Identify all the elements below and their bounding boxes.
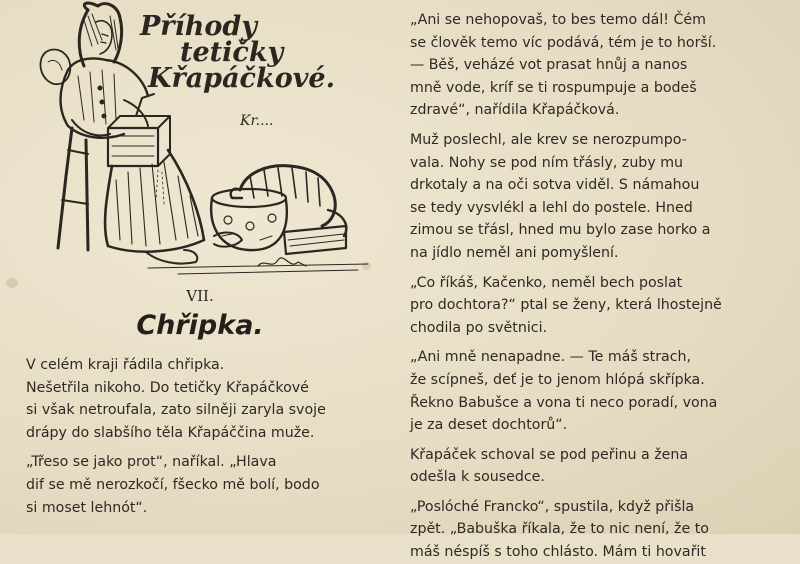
text-line: „Třeso se jako prot“, naříkal. „Hlava	[26, 454, 277, 471]
text-line: dif se mě nerozkočí, fšecko mě bolí, bodo	[26, 476, 320, 493]
left-body-text	[26, 354, 386, 519]
text-line: odešla k sousedce.	[410, 469, 545, 486]
text-line: zpět. „Babuška říkala, že to nic není, že to	[410, 521, 709, 538]
text-line: drkotaly a na oči sotva viděl. S námahou	[410, 177, 700, 194]
text-line: Řekno Babušce a vona ti neco poradí, vona	[410, 394, 718, 411]
text-line: zdravé“, nařídila Křapáčková.	[410, 102, 620, 119]
text-line: Křapáček schoval se pod peřinu a žena	[410, 446, 689, 463]
text-line: si moset lehnót“.	[26, 499, 148, 516]
author-signature: Kr....	[240, 113, 274, 129]
text-line: drápy do slabšího těla Křapáččina muže.	[26, 424, 315, 441]
text-line: — Běš, veházé vot prasat hnůj a nanos	[410, 57, 688, 74]
text-line: si však netroufala, zato silněji zaryla svoje	[26, 402, 326, 419]
text-line: Muž poslechl, ale krev se nerozpumpo-	[410, 131, 687, 148]
text-line: Nešetřila nikoho. Do tetičky Křapáčkové	[26, 379, 309, 396]
text-line: V celém kraji řádila chřipka.	[26, 357, 225, 373]
right-column	[400, 0, 800, 561]
heading-line-1: Příhody	[140, 11, 257, 42]
text-line: zimou se třásl, hned mu bylo zase horko a	[410, 222, 711, 239]
text-line: se člověk temo víc podává, tém je to horší.	[410, 34, 717, 51]
chapter-title: Chřipka.	[136, 310, 264, 341]
text-line: že scípneš, deť je to jenom hlópá skřípka.	[410, 371, 705, 388]
text-line: na jídlo neměl ani pomyšlení.	[410, 244, 619, 261]
left-column	[0, 0, 400, 534]
heading-line-2: tetičky	[180, 37, 284, 68]
text-line: mně vode, kríf se ti rospumpuje a bodeš	[410, 79, 697, 96]
text-line: se tedy vysvlékl a lehl do postele. Hned	[410, 199, 693, 216]
text-line: je za deset dochtorů“.	[410, 417, 568, 434]
text-line: máš néspíš s toho chlásto. Mám ti hovařit	[410, 544, 706, 561]
heading-line-3: Křapáčkové.	[148, 63, 335, 94]
text-line: chodila po světnici.	[410, 319, 548, 336]
text-line: vala. Nohy se pod ním třásly, zuby mu	[410, 154, 684, 171]
chapter-number: VII.	[186, 287, 214, 305]
text-line: „Poslóché Francko“, spustila, když přišla	[410, 498, 695, 515]
text-line: „Ani se nehopovaš, to bes temo dál! Čém	[410, 12, 706, 28]
right-body-text	[410, 9, 790, 564]
text-line: „Co říkáš, Kačenko, neměl bech poslat	[410, 274, 683, 291]
text-line: „Ani mně nenapadne. — Te máš strach,	[410, 349, 692, 366]
text-line: pro dochtora?“ ptal se ženy, která lhostejně	[410, 297, 722, 314]
